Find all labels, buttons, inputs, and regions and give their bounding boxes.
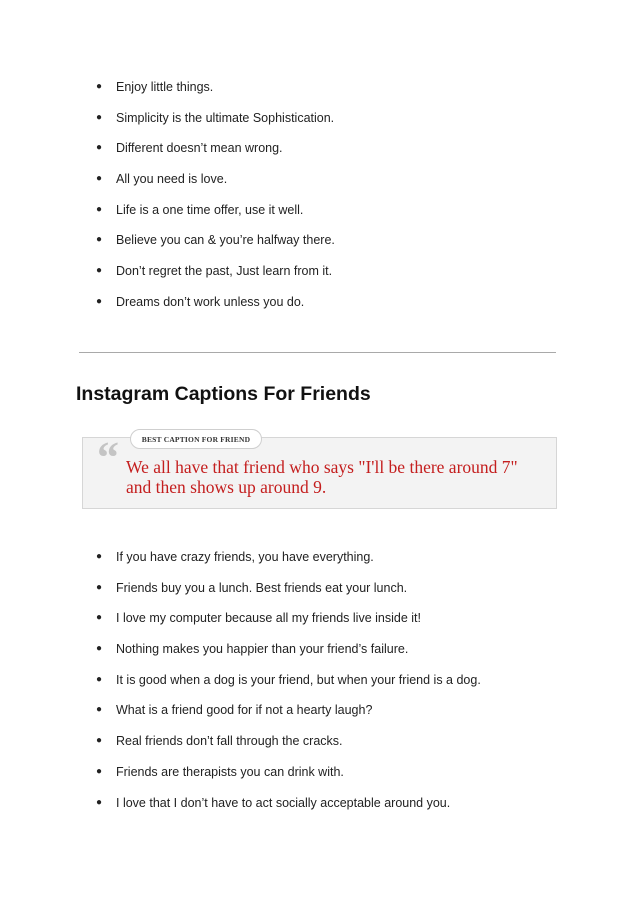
bullet-icon: ● (96, 551, 103, 562)
list-item (96, 256, 616, 287)
caption-list-friends (96, 542, 616, 818)
list-item (96, 72, 616, 103)
caption-list-general (96, 72, 616, 318)
bullet-icon: ● (96, 203, 103, 215)
list-item (96, 573, 616, 604)
list-item (96, 788, 616, 819)
list-item (96, 195, 616, 226)
list-item-text: Life is a one time offer, use it well. (116, 202, 304, 217)
list-item (96, 103, 616, 134)
bullet-icon: ● (96, 142, 103, 154)
section-divider (79, 352, 556, 353)
list-item (96, 603, 616, 634)
list-item-text: Don’t regret the past, Just learn from it. (116, 264, 333, 279)
quote-text: We all have that friend who says "I'll be there around 7" and then shows up around 9. (126, 457, 518, 497)
list-item (96, 164, 616, 195)
list-item (96, 665, 616, 696)
list-item-text: If you have crazy friends, you have everything. (116, 550, 374, 564)
list-item-text: It is good when a dog is your friend, but when your friend is a dog. (116, 672, 481, 687)
bullet-icon: ● (96, 643, 103, 655)
list-item-text: Friends are therapists you can drink with. (116, 764, 344, 779)
list-item (96, 726, 616, 757)
section-heading: Instagram Captions For Friends (76, 383, 371, 405)
bullet-icon: ● (96, 173, 103, 185)
bullet-icon: ● (96, 81, 103, 92)
list-item-text: I love my computer because all my friends live inside it! (116, 611, 421, 626)
bullet-icon: ● (96, 234, 103, 246)
list-item-text: Nothing makes you happier than your friend’s failure. (116, 642, 409, 657)
quote-badge: BEST CAPTION FOR FRIEND (130, 429, 262, 449)
list-item (96, 225, 616, 256)
quote-mark-icon: “ (97, 433, 119, 482)
list-item (96, 695, 616, 726)
bullet-icon: ● (96, 673, 103, 685)
list-item-text: Simplicity is the ultimate Sophistication. (116, 110, 335, 125)
list-item-text: Enjoy little things. (116, 80, 214, 94)
list-item-text: Friends buy you a lunch. Best friends eat your lunch. (116, 580, 408, 595)
bullet-icon: ● (96, 265, 103, 277)
list-item (96, 287, 616, 318)
list-item (96, 757, 616, 788)
list-item-text: Different doesn’t mean wrong. (116, 141, 283, 156)
list-item (96, 542, 616, 573)
bullet-icon: ● (96, 796, 103, 808)
list-item (96, 634, 616, 665)
bullet-icon: ● (96, 295, 103, 307)
bullet-icon: ● (96, 704, 103, 716)
bullet-icon: ● (96, 581, 103, 593)
list-item-text: Real friends don’t fall through the cracks. (116, 734, 343, 749)
bullet-icon: ● (96, 612, 103, 624)
list-item-text: All you need is love. (116, 172, 228, 187)
list-item (96, 133, 616, 164)
list-item-text: What is a friend good for if not a hearty laugh? (116, 703, 373, 718)
list-item-text: Dreams don’t work unless you do. (116, 294, 305, 309)
list-item-text: Believe you can & you’re halfway there. (116, 233, 335, 248)
bullet-icon: ● (96, 765, 103, 777)
list-item-text: I love that I don’t have to act socially acceptable around you. (116, 795, 451, 810)
bullet-icon: ● (96, 735, 103, 747)
bullet-icon: ● (96, 111, 103, 123)
